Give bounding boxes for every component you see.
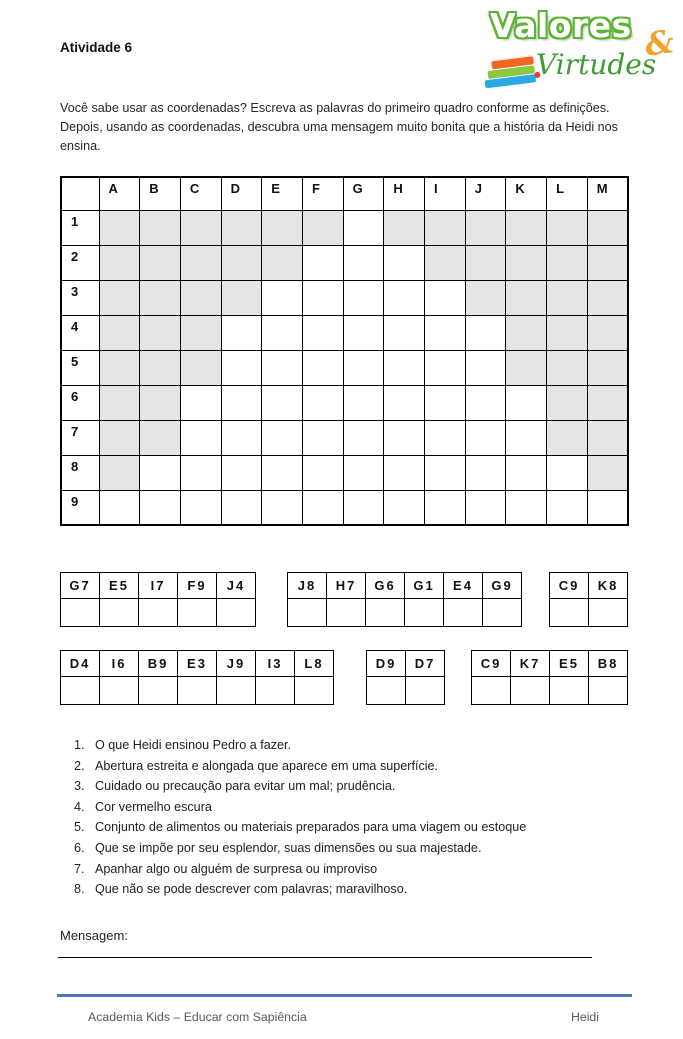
grid-cell-G3 (343, 280, 384, 315)
coord-label-G9: G9 (483, 573, 522, 599)
grid-cell-E7 (262, 420, 303, 455)
grid-column-header-H: H (384, 177, 425, 210)
grid-cell-A4 (99, 315, 140, 350)
coord-label-J8: J8 (288, 573, 327, 599)
coord-label-L8: L8 (295, 651, 334, 677)
grid-cell-L3 (547, 280, 588, 315)
message-answer-line (58, 937, 592, 958)
grid-cell-J1 (465, 210, 506, 245)
coord-label-B9: B9 (139, 651, 178, 677)
grid-cell-H7 (384, 420, 425, 455)
grid-cell-D4 (221, 315, 262, 350)
coord-label-E4: E4 (444, 573, 483, 599)
answer-cell-G1 (405, 599, 444, 627)
grid-cell-E2 (262, 245, 303, 280)
grid-cell-B7 (140, 420, 181, 455)
grid-cell-A5 (99, 350, 140, 385)
grid-cell-A6 (99, 385, 140, 420)
grid-cell-G4 (343, 315, 384, 350)
grid-cell-D2 (221, 245, 262, 280)
grid-cell-G7 (343, 420, 384, 455)
definitions-list (60, 735, 634, 900)
grid-cell-H6 (384, 385, 425, 420)
grid-column-header-J: J (465, 177, 506, 210)
grid-cell-K5 (506, 350, 547, 385)
grid-cell-I6 (425, 385, 466, 420)
coord-label-H7: H7 (327, 573, 366, 599)
grid-cell-D5 (221, 350, 262, 385)
grid-cell-M5 (587, 350, 628, 385)
grid-column-header-I: I (425, 177, 466, 210)
grid-cell-M4 (587, 315, 628, 350)
grid-column-header-G: G (343, 177, 384, 210)
word-boxes-row-2 (60, 650, 628, 703)
grid-cell-B5 (140, 350, 181, 385)
grid-cell-B9 (140, 490, 181, 525)
word-boxes-row-1 (60, 572, 628, 625)
grid-cell-I1 (425, 210, 466, 245)
word-box-3 (549, 572, 628, 627)
word-box-4 (60, 650, 334, 705)
grid-column-header-E: E (262, 177, 303, 210)
grid-cell-A2 (99, 245, 140, 280)
grid-row-header-3: 3 (61, 280, 99, 315)
grid-cell-A1 (99, 210, 140, 245)
coord-label-I7: I7 (139, 573, 178, 599)
grid-column-header-C: C (180, 177, 221, 210)
coord-label-K7: K7 (511, 651, 550, 677)
coord-label-E5: E5 (100, 573, 139, 599)
definitions-ol (60, 735, 634, 900)
grid-cell-L9 (547, 490, 588, 525)
grid-cell-K4 (506, 315, 547, 350)
grid-cell-H9 (384, 490, 425, 525)
definition-item-5: 5. Conjunto de alimentos ou materiais preparados para uma viagem ou estoque (88, 817, 634, 838)
grid-cell-C1 (180, 210, 221, 245)
grid-corner-cell (61, 177, 99, 210)
grid-cell-K2 (506, 245, 547, 280)
coord-label-J4: J4 (217, 573, 256, 599)
grid-cell-K9 (506, 490, 547, 525)
coord-label-C9: C9 (472, 651, 511, 677)
answer-cell-C9 (472, 677, 511, 705)
answer-cell-E5 (550, 677, 589, 705)
grid-cell-D3 (221, 280, 262, 315)
grid-column-header-K: K (506, 177, 547, 210)
grid-cell-F4 (302, 315, 343, 350)
definition-item-7: 7. Apanhar algo ou alguém de surpresa ou improviso (88, 859, 634, 880)
grid-cell-E1 (262, 210, 303, 245)
grid-cell-D9 (221, 490, 262, 525)
grid-cell-I4 (425, 315, 466, 350)
grid-cell-K3 (506, 280, 547, 315)
grid-cell-L2 (547, 245, 588, 280)
coord-label-D4: D4 (61, 651, 100, 677)
coord-label-G6: G6 (366, 573, 405, 599)
grid-cell-B2 (140, 245, 181, 280)
grid-cell-D8 (221, 455, 262, 490)
coordinate-grid (60, 176, 629, 526)
grid-cell-M3 (587, 280, 628, 315)
grid-cell-F6 (302, 385, 343, 420)
grid-cell-F3 (302, 280, 343, 315)
instructions-paragraph: Você sabe usar as coordenadas? Escreva as palavras do primeiro quadro conforme as definições. Depois, usando as coordenadas, descubra uma mensagem muito bonita que a história da Heidi nos ensina. (60, 101, 618, 153)
book-stack-icon (482, 55, 541, 94)
grid-cell-I8 (425, 455, 466, 490)
grid-cell-M6 (587, 385, 628, 420)
answer-cell-H7 (327, 599, 366, 627)
grid-cell-H3 (384, 280, 425, 315)
grid-cell-E3 (262, 280, 303, 315)
word-box-5 (366, 650, 445, 705)
coord-label-C9: C9 (550, 573, 589, 599)
grid-cell-K6 (506, 385, 547, 420)
answer-cell-G7 (61, 599, 100, 627)
answer-cell-I7 (139, 599, 178, 627)
brand-logo (478, 6, 677, 98)
grid-cell-M8 (587, 455, 628, 490)
coord-label-G1: G1 (405, 573, 444, 599)
grid-cell-J7 (465, 420, 506, 455)
grid-cell-A7 (99, 420, 140, 455)
grid-cell-H2 (384, 245, 425, 280)
grid-cell-L8 (547, 455, 588, 490)
grid-cell-H8 (384, 455, 425, 490)
grid-cell-F9 (302, 490, 343, 525)
answer-cell-G9 (483, 599, 522, 627)
page-title: Atividade 6 (60, 40, 133, 55)
definition-item-1: 1. O que Heidi ensinou Pedro a fazer. (88, 735, 634, 756)
definition-item-8: 8. Que não se pode descrever com palavras; maravilhoso. (88, 879, 634, 900)
grid-cell-L4 (547, 315, 588, 350)
grid-cell-G2 (343, 245, 384, 280)
grid-row-header-8: 8 (61, 455, 99, 490)
grid-cell-A3 (99, 280, 140, 315)
grid-cell-G9 (343, 490, 384, 525)
answer-cell-I6 (100, 677, 139, 705)
footer-left-text: Academia Kids – Educar com Sapiência (88, 1010, 307, 1024)
grid-cell-B6 (140, 385, 181, 420)
grid-cell-G1 (343, 210, 384, 245)
grid-cell-G8 (343, 455, 384, 490)
logo-word-valores: Valores (490, 6, 632, 45)
answer-cell-B9 (139, 677, 178, 705)
grid-cell-B1 (140, 210, 181, 245)
grid-cell-J4 (465, 315, 506, 350)
coord-label-G7: G7 (61, 573, 100, 599)
grid-cell-M7 (587, 420, 628, 455)
grid-column-header-F: F (302, 177, 343, 210)
coord-label-D9: D9 (367, 651, 406, 677)
answer-cell-J8 (288, 599, 327, 627)
answer-cell-B8 (589, 677, 628, 705)
grid-cell-M9 (587, 490, 628, 525)
grid-cell-C2 (180, 245, 221, 280)
answer-cell-E3 (178, 677, 217, 705)
grid-cell-A8 (99, 455, 140, 490)
logo-ampersand: & (642, 22, 677, 64)
grid-cell-E8 (262, 455, 303, 490)
grid-cell-J9 (465, 490, 506, 525)
coord-label-F9: F9 (178, 573, 217, 599)
grid-cell-L1 (547, 210, 588, 245)
definition-item-2: 2. Abertura estreita e alongada que aparece em uma superfície. (88, 756, 634, 777)
grid-cell-L5 (547, 350, 588, 385)
grid-cell-F5 (302, 350, 343, 385)
message-label: Mensagem: (60, 928, 128, 943)
answer-cell-C9 (550, 599, 589, 627)
grid-row-header-2: 2 (61, 245, 99, 280)
grid-cell-J5 (465, 350, 506, 385)
word-box-6 (471, 650, 628, 705)
grid-cell-C5 (180, 350, 221, 385)
grid-cell-F7 (302, 420, 343, 455)
word-box-2 (287, 572, 522, 627)
logo-word-virtudes: Virtudes (536, 48, 657, 81)
grid-row-header-7: 7 (61, 420, 99, 455)
answer-cell-I3 (256, 677, 295, 705)
grid-cell-C6 (180, 385, 221, 420)
page-footer (57, 994, 632, 1024)
answer-cell-L8 (295, 677, 334, 705)
grid-cell-K1 (506, 210, 547, 245)
grid-cell-J2 (465, 245, 506, 280)
answer-cell-G6 (366, 599, 405, 627)
grid-cell-G6 (343, 385, 384, 420)
grid-cell-E6 (262, 385, 303, 420)
grid-cell-K7 (506, 420, 547, 455)
grid-cell-A9 (99, 490, 140, 525)
grid-cell-I7 (425, 420, 466, 455)
grid-column-header-D: D (221, 177, 262, 210)
grid-cell-C4 (180, 315, 221, 350)
coord-label-J9: J9 (217, 651, 256, 677)
grid-column-header-M: M (587, 177, 628, 210)
grid-cell-H4 (384, 315, 425, 350)
grid-cell-E4 (262, 315, 303, 350)
grid-cell-L6 (547, 385, 588, 420)
coord-label-I6: I6 (100, 651, 139, 677)
answer-cell-F9 (178, 599, 217, 627)
answer-cell-J9 (217, 677, 256, 705)
footer-right-text: Heidi (570, 1010, 599, 1024)
coord-label-E3: E3 (178, 651, 217, 677)
answer-cell-K7 (511, 677, 550, 705)
word-box-1 (60, 572, 256, 627)
answer-cell-D9 (367, 677, 406, 705)
answer-cell-J4 (217, 599, 256, 627)
grid-cell-D1 (221, 210, 262, 245)
answer-cell-D7 (406, 677, 445, 705)
grid-cell-F1 (302, 210, 343, 245)
grid-row-header-5: 5 (61, 350, 99, 385)
grid-cell-D6 (221, 385, 262, 420)
answer-cell-K8 (589, 599, 628, 627)
grid-cell-M2 (587, 245, 628, 280)
grid-cell-F2 (302, 245, 343, 280)
coord-label-E5: E5 (550, 651, 589, 677)
grid-row-header-4: 4 (61, 315, 99, 350)
answer-cell-E4 (444, 599, 483, 627)
grid-cell-C8 (180, 455, 221, 490)
definition-item-3: 3. Cuidado ou precaução para evitar um mal; prudência. (88, 776, 634, 797)
grid-column-header-L: L (547, 177, 588, 210)
definition-item-6: 6. Que se impõe por seu esplendor, suas dimensões ou sua majestade. (88, 838, 634, 859)
grid-cell-E9 (262, 490, 303, 525)
coord-label-B8: B8 (589, 651, 628, 677)
grid-cell-L7 (547, 420, 588, 455)
answer-cell-D4 (61, 677, 100, 705)
grid-cell-F8 (302, 455, 343, 490)
grid-cell-K8 (506, 455, 547, 490)
grid-row-header-6: 6 (61, 385, 99, 420)
grid-cell-E5 (262, 350, 303, 385)
answer-cell-E5 (100, 599, 139, 627)
grid-column-header-A: A (99, 177, 140, 210)
grid-cell-C3 (180, 280, 221, 315)
grid-cell-J8 (465, 455, 506, 490)
coord-label-I3: I3 (256, 651, 295, 677)
coord-label-D7: D7 (406, 651, 445, 677)
grid-cell-B4 (140, 315, 181, 350)
grid-cell-H5 (384, 350, 425, 385)
grid-cell-I3 (425, 280, 466, 315)
grid-cell-I9 (425, 490, 466, 525)
grid-cell-B3 (140, 280, 181, 315)
grid-column-header-B: B (140, 177, 181, 210)
grid-row-header-9: 9 (61, 490, 99, 525)
grid-cell-B8 (140, 455, 181, 490)
definition-item-4: 4. Cor vermelho escura (88, 797, 634, 818)
grid-cell-G5 (343, 350, 384, 385)
grid-cell-J3 (465, 280, 506, 315)
grid-cell-I5 (425, 350, 466, 385)
grid-cell-J6 (465, 385, 506, 420)
grid-cell-M1 (587, 210, 628, 245)
grid-row-header-1: 1 (61, 210, 99, 245)
grid-cell-C9 (180, 490, 221, 525)
grid-cell-H1 (384, 210, 425, 245)
grid-cell-I2 (425, 245, 466, 280)
grid-cell-D7 (221, 420, 262, 455)
coord-label-K8: K8 (589, 573, 628, 599)
grid-cell-C7 (180, 420, 221, 455)
